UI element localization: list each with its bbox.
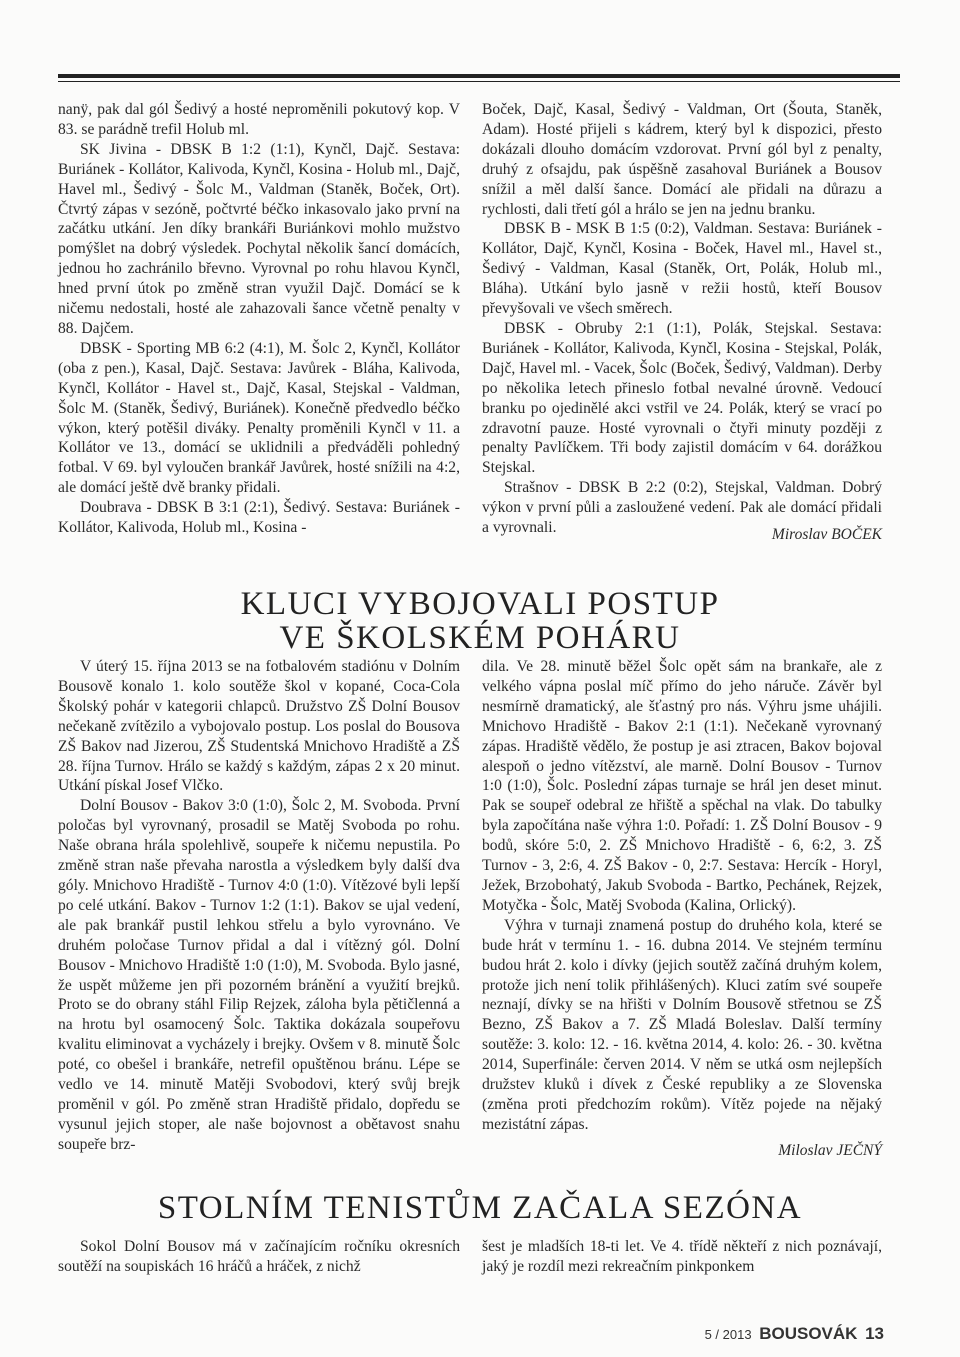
top-rule-thin bbox=[58, 81, 900, 82]
article2-paragraph: V úterý 15. října 2013 se na fotbalovém stadiónu v Dolním Bousově konalo 1. kolo soutěže škol v kopané, Coca-Cola Školský pohár v kategorii chlapců. Družstvo ZŠ Dolní Bousov nečekaně zvítězilo a vybojovalo postup. Los poslal do Bousova ZŠ Bakov nad Jizerou, ZŠ Studentská Mnichovo Hradiště a ZŠ 28. října Turnov. Hrálo se každý s každým, zápas 2 x 20 minut. Utkání pískal Josef Vlčko. bbox=[58, 658, 460, 795]
article2-right-column bbox=[482, 657, 882, 1135]
article2-paragraph: dila. Ve 28. minutě běžel Šolc opět sám na brankaře, ale z velkého vápna poslal míč přímo do jeho náruče. Závěr byl nesmírně dramatický, ale šťastný pro nás. Výhru jsme uhájili. Mnichovo Hradiště - Bakov 2:1 (1:1). Nečekaně vyrovnaný zápas. Hradiště vědělo, že postup je asi ztracen, Bakov bojoval alespoň o jedno vítězství, ale marně. Dolní Bousov - Turnov 1:0 (1:0), Šolc. Poslední zápas turnaje se hrál jen deset minut. Pak se soupeř odebral ze hřiště a spěchal na vlak. Do tabulky byla započítána naše výhra 1:0. Pořadí: 1. ZŠ Dolní Bousov - 9 bodů, skóre 5:0, 2. ZŠ Mnichovo Hradiště - 6, 6:2, 3. ZŠ Turnov - 3, 2:6, 4. ZŠ Bakov - 0, 2:7. Sestava: Hercík - Horyl, Ježek, Brzobohatý, Jakub Svoboda - Bartko, Pechánek, Rejzek, Motyčka - Šolc, Matěj Svoboda (Kalina, Orlický). bbox=[482, 658, 882, 914]
article1-paragraph: DBSK - Obruby 2:1 (1:1), Polák, Stejskal. Sestava: Buriánek - Kollátor, Kalivoda, Kynčl, Kosina - Stejskal, Polák, Dajč, Havel ml. - Vacek, Šolc (Boček, Šedivý, Valdman). Derby po několika letech přineslo fotbal nevalné úrovně. Vedoucí branku po ojedinělé akci vstřil ve 24. Polák, který se vrací po zdravotní pauze. Hosté vyrovnali o čtyři minuty později z penalty Pavlíčkem. Tři body zajistil domácím v 64. dorážkou Stejskal. bbox=[482, 319, 882, 477]
article2-left-column bbox=[58, 657, 460, 1155]
article2-signature: Miloslav JEČNÝ bbox=[778, 1142, 882, 1159]
article1-left-column bbox=[58, 100, 460, 538]
article1-paragraph: SK Jivina - DBSK B 1:2 (1:1), Kynčl, Dajč. Sestava: Buriánek - Kollátor, Kalivoda, Kynčl, Kosina - Holub ml., Dajč, Havel ml., Šedivý - Šolc M., Valdman (Staněk, Boček, Ort). Čtvrtý zápas v sezóně, počtvrté béčko inkasovalo jako první na začátku utkání. Jen díky brankáři Buriánkovi mohlo mužstvo pomýšlet na dobrý výsledek. Pochytal několik šancí domácích, jednou ho zachránilo břevno. Vyrovnal po rohu hlavou Kynčl, hned první útok po změně stran využil Dajč. Domácí se k ničemu nedostali, hosté ale zahazovali šance včetně penalty v 88. Dajčem. bbox=[58, 140, 460, 337]
article3-right-column bbox=[482, 1237, 882, 1277]
top-rule-thick bbox=[58, 74, 900, 78]
article2-headline-line2: VE ŠKOLSKÉM POHÁRU bbox=[279, 620, 681, 656]
article1-signature: Miroslav BOČEK bbox=[771, 526, 882, 543]
article1-paragraph: DBSK B - MSK B 1:5 (0:2), Valdman. Sestava: Buriánek - Kollátor, Dajč, Kynčl, Kosina - Boček, Havel ml., Havel st., Šedivý - Valdman, Kasal (Staněk, Ort, Polák, Holub ml., Bláha). Utkání bylo jasně v režii hostů, kteří Bousov převyšovali ve všech směrech. bbox=[482, 220, 882, 318]
article1-paragraph: nanÿ, pak dal gól Šedivý a hosté neproměnili pokutový kop. V 83. se parádně trefil Holub ml. bbox=[58, 101, 460, 138]
article2-headline-line1: KLUCI VYBOJOVALI POSTUP bbox=[240, 586, 720, 622]
article1-paragraph: Strašnov - DBSK B 2:2 (0:2), Stejskal, Valdman. Dobrý výkon v první půli a zasloužené vedení. Pak ale domácí přidali a vyrovnali. bbox=[482, 479, 882, 537]
article1-paragraph: Doubrava - DBSK B 3:1 (2:1), Šedivý. Sestava: Buriánek - Kollátor, Kalivoda, Holub ml., Kosina - bbox=[58, 499, 460, 537]
article3-paragraph: Sokol Dolní Bousov má v začínajícím ročníku okresních soutěží na soupiskách 16 hráčů a hráček, z nichž bbox=[58, 1238, 460, 1275]
page-footer bbox=[705, 1324, 884, 1344]
article3-paragraph: šest je mladších 18-ti let. Ve 4. třídě někteří z nich poznávají, jaký je rozdíl mezi rekreačním pinkponkem bbox=[482, 1238, 882, 1275]
article2-paragraph: Výhra v turnaji znamená postup do druhého kola, které se bude hrát v termínu 1. - 16. dubna 2014. Ve stejném termínu budou hrát 2. kolo i dívky (jejich soutěž začíná druhým kolem, protože jich není tolik přihlášených). Kluci zatím své soupeře neznají, dívky se na hřišti v Dolním Bousově střetnou se ZŠ Bezno, ZŠ Bakov a 7. ZŠ Mladá Boleslav. Další termíny soutěže: 3. kolo: 12. - 16. května 2014, 4. kolo: 26. - 30. května 2014, Superfinále: červen 2014. V něm se utká osm nejlepších družstev kluků i dívek z České republiky a ze Slovenska (změna proti předchozím rokům). Vítěz pojede na nějaký mezistátní zápas. bbox=[482, 916, 882, 1133]
article1-paragraph: Boček, Dajč, Kasal, Šedivý - Valdman, Ort (Šouta, Staněk, Adam). Hosté přijeli s kádrem, který byl k dispozici, přesto dokázali dlouho domácím vzdorovat. První gól byl z penalty, druhý z ofsajdu, pak úspěšně zasahoval Buriánek a Bousov snížil a měl další šance. Domácí ale přidali na důrazu a rychlosti, dali třetí gól a hrálo se jen na jednu branku. bbox=[482, 101, 882, 218]
article1-paragraph: DBSK - Sporting MB 6:2 (4:1), M. Šolc 2, Kynčl, Kollátor (oba z pen.), Kasal, Dajč. Sestava: Javůrek - Bláha, Kalivoda, Kynčl, Kollátor - Havel st., Dajč, Kasal, Stejskal - Valdman, Šolc M. (Staněk, Šedivý, Buriánek). Konečně předvedlo béčko výkon, který potěšil diváky. Penalty proměnili Kynčl v 11. a Kollátor ve 13., domácí se uklidnili a předváděli pohledný fotbal. V 69. byl vyloučen brankář Javůrek, hosté snížili na 4:2, ale domácí ještě dvě branky přidali. bbox=[58, 339, 460, 497]
article3-left-column bbox=[58, 1237, 460, 1277]
page-number: 13 bbox=[865, 1324, 884, 1343]
issue-number: 5 / 2013 bbox=[704, 1327, 752, 1342]
magazine-name: BOUSOVÁK bbox=[759, 1324, 858, 1343]
article1-right-column bbox=[482, 100, 882, 538]
article2-paragraph: Dolní Bousov - Bakov 3:0 (1:0), Šolc 2, M. Svoboda. První poločas byl vyrovnaný, prosadil se Matěj Svoboda po rohu. Naše obrana hrála spolehlivě, soupeře k ničemu nepustila. Po změně stran naše převaha narostla a výsledkem byly další dva góly. Mnichovo Hradiště - Turnov 4:0 (1:0). Vítězové byli lepší po celé utkání. Bakov - Turnov 1:2 (1:1). Bakov se ujal vedení, ale pak brankář pustil lehkou střelu a bylo vyrovnáno. Ve druhém poločase Turnov přidal a dal i vítězný gól. Dolní Bousov - Mnichovo Hradiště 1:0 (1:0), M. Svoboda. Bylo jasné, že uspět můžeme jen při pozorném bránění a využití brejků. Proto se do obrany stáhl Filip Rejzek, záloha byla pětičlenná a na hrotu byl osamocený Šolc. Taktika dokázala soupeřovu kvalitu eliminovat a vycházely i brejky. Ovšem v 8. minutě Šolc poté, co obešel i brankáře, netrefil opuštěnou bránu. Lépe se vedlo ve 14. minutě Matěji Svobodovi, který svůj brejk proměnil v gól. Po změně stran Hradiště přidalo, dopředu se vysunul jejich stoper, ale naše bojovnost a obětavost snahu soupeře brz- bbox=[58, 797, 460, 1153]
article3-headline: STOLNÍM TENISTŮM ZAČALA SEZÓNA bbox=[157, 1190, 803, 1226]
